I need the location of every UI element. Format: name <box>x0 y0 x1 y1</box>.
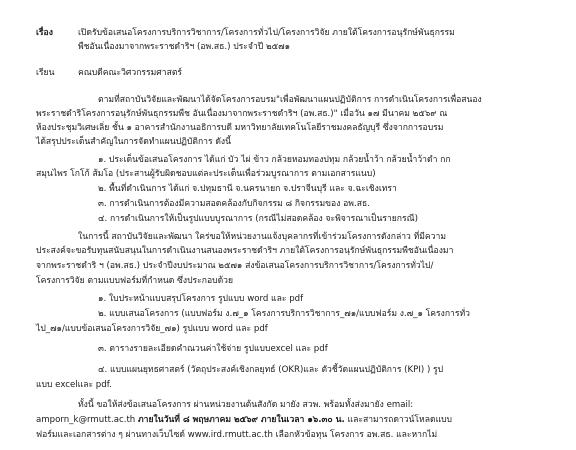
paragraph-2-line-2: ประสงค์จะขอรับทุนสนับสนุนในการดำเนินงานสนองพระราชดำริฯ ภายใต้โครงการอนุรักษ์พันธุกรรมพืชอันเนื่องมา <box>36 246 454 256</box>
item-2: ๒. พื้นที่ดำเนินการ ได้แก่ จ.ปทุมธานี จ.นครนายก จ.ปราจีนบุรี และ จ.ฉะเชิงเทรา <box>98 184 397 194</box>
paragraph-3-line-2 <box>36 415 452 426</box>
download-text: และสามารถดาวน์โหลดแบบ <box>344 415 453 425</box>
paragraph-3-line-1: ทั้งนี้ ขอให้ส่งข้อเสนอโครงการ ผ่านหน่วยงานต้นสังกัด มายัง สวพ. พร้อมทั้งส่งมายัง email: <box>78 400 414 410</box>
form-item-1: ๑. ใบประหน้าแบบสรุปโครงการ รูปแบบ word และ pdf <box>98 294 304 304</box>
subject-label: เรื่อง <box>36 28 53 38</box>
to-text: คณบดีคณะวิศวกรรมศาสตร์ <box>78 68 183 78</box>
paragraph-1-line-2: พระราชดำริโครงการอนุรักษ์พันธุกรรมพืช อันเนื่องมาจากพระราชดำริฯ (อพ.สธ.)" เมื่อวัน ๑๗ มีนาคม ๒๕๖๙ ณ <box>36 109 448 119</box>
paragraph-3-line-3: ฟอร์มและเอกสารต่าง ๆ ผ่านทางเว็บไซด์ www.ird.rmutt.ac.th เลือกหัวข้อทุน โครงการ อพ.สธ. และหากไม่ <box>36 430 438 440</box>
paragraph-2-line-3: จากพระราชดำริ ฯ (อพ.สธ.) ประจำปีงบประมาณ ๒๕๗๑ ส่งข้อเสนอโครงการบริการวิชาการ/โครงการทั่วไป/ <box>36 261 434 271</box>
form-item-4-line-2: แบบ excelและ pdf. <box>36 380 112 390</box>
item-4: ๔. การดำเนินการให้เป็นรูปแบบบูรณาการ (กรณีไม่สอดคล้อง จะพิจารณาเป็นรายกรณี) <box>98 214 418 224</box>
subject-line-2: พืชอันเนื่องมาจากพระราชดำริฯ (อพ.สธ.) ประจำปี ๒๕๗๑ <box>78 42 291 52</box>
deadline-text: ภายในวันที่ ๘ พฤษภาคม ๒๕๖๙ ภายในเวลา ๑๖.๓๐ น. <box>138 415 345 425</box>
to-label: เรียน <box>36 68 55 78</box>
paragraph-1-line-1: ตามที่สถาบันวิจัยและพัฒนาได้จัดโครงการอบรม"เพื่อพัฒนาแผนปฏิบัติการ การดำเนินโครงการเพื่อสนอง <box>98 95 482 105</box>
subject-line-1: เปิดรับข้อเสนอโครงการบริการวิชาการ/โครงการทั่วไป/โครงการวิจัย ภายใต้โครงการอนุรักษ์พันธุกรรม <box>78 28 455 38</box>
paragraph-2-line-1: ในการนี้ สถาบันวิจัยและพัฒนา ใคร่ขอให้หน่วยงานแจ้งบุคลากรที่เข้าร่วมโครงการดังกล่าว ที่มีความ <box>78 232 446 242</box>
paragraph-1-line-4: ได้สรุปประเด็นสำคัญในการจัดทำแผนปฏิบัติการ ดังนี้ <box>36 137 232 147</box>
form-item-3: ๓. ตารางรายละเอียดคำณวนค่าใช้จ่าย รูปแบบexcel และ pdf <box>98 344 328 354</box>
item-3: ๓. การดำเนินการต้องมีความสอดคล้องกับกิจกรรม ๘ กิจกรรมของ อพ.สธ. <box>98 199 370 209</box>
paragraph-2-line-4: โครงการวิจัย ตามแบบฟอร์มที่กำหนด ซึ่งประกอบด้วย <box>36 276 234 286</box>
contact-email-link[interactable]: amporn_k@rmutt.ac.th <box>36 415 138 425</box>
form-item-4-line-1: ๔. แบบแผนยุทธศาสตร์ (วัตถุประสงค์เชิงกลยุทธ์ (OKR)และ ตัวชี้วัดแผนปฏิบัติการ (KPI) ) รูป <box>98 365 444 375</box>
paragraph-1-line-3: ห้องประชุมวิเศษเลิ่ย ชั้น ๑ อาคารสำนักงานอธิการบดี มหาวิทยาลัยเทคโนโลยีราชมงคลธัญบุรี ซึ่งจากการอบรม <box>36 123 444 133</box>
item-1-line-2: สมุนไพร โกโก้ ส้มโอ (ประสานผู้รับผิดชอบแต่ละประเด็นเพื่อร่วมบูรณาการ ตามเอกสารแนบ) <box>36 169 376 179</box>
item-1-line-1: ๑. ประเด็นข้อเสนอโครงการ ได้แก่ บัว ไผ่ ข้าว กล้วยหอมทองปทุม กล้วยน้ำว้า กล้วยน้ำว้าดำ กก <box>98 155 451 165</box>
form-item-2-line-2: ไป_๗๑/แบบข้อเสนอโครงการวิจัย_๗๑) รูปแบบ word และ pdf <box>36 324 268 334</box>
form-item-2-line-1: ๒. แบบเสนอโครงการ (แบบฟอร์ม ง.๗_๑ โครงการบริการวิชาการ_๗๑/แบบฟอร์ม ง.๗_๑ โครงการทั่ว <box>98 309 470 319</box>
